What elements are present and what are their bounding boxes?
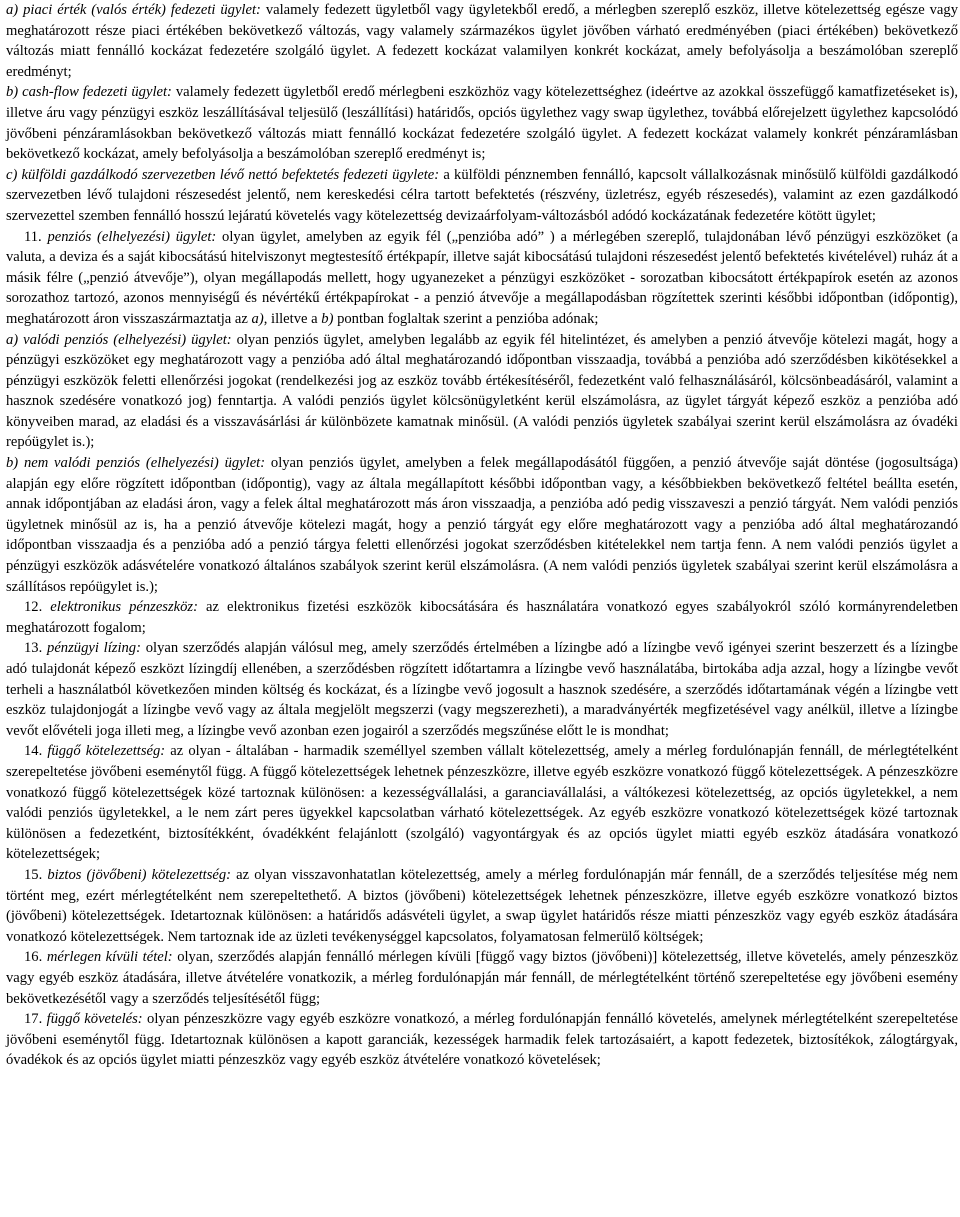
paragraph-text: 17. <box>24 1011 47 1028</box>
paragraph-text: , illetve a <box>263 310 322 327</box>
document-page <box>6 0 958 1071</box>
defined-term: a) valódi penziós (elhelyezési) ügylet: <box>6 331 232 348</box>
defined-term: a) <box>251 310 264 327</box>
paragraph <box>6 947 958 1009</box>
paragraph-text: 11. <box>24 228 48 245</box>
paragraph <box>6 165 958 227</box>
paragraph-text: 13. <box>24 640 48 657</box>
paragraph-text: 12. <box>24 599 51 616</box>
defined-term: b) <box>321 310 334 327</box>
paragraph <box>6 741 958 865</box>
paragraph <box>6 597 958 638</box>
defined-term: b) cash-flow fedezeti ügylet: <box>6 84 172 101</box>
paragraph-text: olyan penziós ügylet, amelyben legalább az egyik fél hitelintézet, és amelyben a penzió átvevője kötelezi magát, hogy a pénzügyi eszközöket egy meghatározott vagy a penzióba adó által meghatározandó időpontban visszaadja, továbbá a penzióba adó szerződésben kikötésekkel a pénzügyi eszközök feletti ellenőrzési jogokat (rendelkezési jog az eszköz tovább értékesítéséről, fedezetként való felhasználásáról, kölcsönbeadásáról, valamint a hasznok szedésére vonatkozó jog) fenntartja. A valódi penziós ügylet kölcsönügyletként kerül elszámolásra, az ügylet tárgyát képező eszköz a penzióba adó könyveiben marad, az eladási és a visszavásárlási ár különbözete kamatnak minősül. (A valódi penziós ügyletek szabályai szerint kerül elszámolásra az óvadéki repóügylet is.); <box>6 331 958 451</box>
paragraph-text: az olyan visszavonhatatlan kötelezettség, amely a mérleg fordulónapján már fennáll, de a szerződés teljesítése még nem történt meg, ezért mérlegtételként nem szerepeltethető. A biztos (jövőbeni) kötelezettségek lehetnek pénzeszközre, illetve egyéb eszközre vonatkozó biztos (jövőbeni) kötelezettségek. Idetartoznak különösen: a határidős adásvételi ügylet, a swap ügylet határidős része miatti pénzeszköz vagy egyéb eszköz átadására vonatkozó kötelezettségek. Nem tartoznak ide az üzleti tevékenységgel kapcsolatos, folyamatosan felmerülő költségek; <box>6 866 958 945</box>
defined-term: a) piaci érték (valós érték) fedezeti ügylet: <box>6 2 261 18</box>
paragraph-text: a külföldi pénznemben fennálló, kapcsolt vállalkozásnak minősülő külföldi gazdálkodó szervezetben lévő tulajdoni részesedést jelentő, nem kereskedési célra tartott befektetés (részvény, üzletrész, egyéb részesedés), valamint az ezen gazdálkodó szervezettel szemben fennálló hosszú lejáratú követelés vagy kötelezettség devizaárfolyam-változásból adódó kockázatának fedezetére kötött ügylet; <box>6 166 959 224</box>
paragraph-text: 16. <box>24 949 47 966</box>
paragraph-text: pontban foglaltak szerint a penzióba adónak; <box>333 310 599 327</box>
paragraph <box>6 227 958 330</box>
paragraph-text: 15. <box>24 866 48 883</box>
defined-term: penziós (elhelyezési) ügylet: <box>47 228 217 245</box>
paragraph-text: olyan penziós ügylet, amelyben a felek megállapodásától függően, a penzió átvevője saját döntése (jogosultsága) alapján egy előre rögzített időpontban (időpontig), vagy az általa megállapított későbbi időpontban vagy, a későbbiekben bekövetkező feltétel beállta esetén, annak időpontjában az eladási áron, vagy a felek által meghatározott más áron visszaadja, a penzióba adó pedig visszaveszi a penzió tárgyát. Nem valódi penziós ügyletnek minősül az is, ha a penzió átvevője kötelezi magát, hogy a penzió tárgyát egy előre meghatározott vagy a penzióba adó által meghatározandó időpontban visszaadja és a penzióba adó a penzió tárgya feletti ellenőrzési jogokat szerződésben kitételekkel nem tartja fenn. A nem valódi penziós ügylet a pénzügyi eszközök adásvételére vonatkozó általános szabályok szerint kerül elszámolásra. (A nem valódi penziós ügyletek szabályai szerint kerül elszámolásra a szállításos repóügylet is.); <box>6 455 959 595</box>
paragraph-text: olyan szerződés alapján válósul meg, amely szerződés értelmében a lízingbe adó a lízingbe vevő igényei szerint beszerzett és a lízingbe adó tulajdonát képező eszközt lízingdíj ellenében, a szerződésben rögzített időtartamra a lízingbe vevő használatába, birtokába adja azzal, hogy a lízingbe vevőt terheli a használatból következően minden költség és kockázat, és a lízingbe vevő jogosult a hasznok szedésére, a szerződés időtartamának végén a lízingbe vett eszköz tulajdonjogát a lízingbe vevő vagy az általa megjelölt megszerzi (vagy megszerezheti), a maradványérték megfizetésével vagy anélkül, illetve a lízingbe vevőt elővételi joga illeti meg, a lízingbe vevő azonban ezen jogairól a szerződés megszűnése előtt le is mondhat; <box>6 640 958 739</box>
paragraph-text: valamely fedezett ügyletből eredő mérlegbeni eszközhöz vagy kötelezettséghez (ideértve az azokkal összefüggő kamatfizetéseket is), illetve áru vagy pénzügyi eszköz leszállításával teljesülő (leszállítási) határidős, opciós ügylethez vagy swap ügylethez, továbbá előrejelzett ügylethez kapcsolódó jövőbeni pénzáramlásokban bekövetkező változás miatt fennálló kockázat fedezetére szolgáló ügylet. A fedezett kockázat valamely konkrét pénzáramlásban bekövetkező kockázat, amely befolyásolja a beszámolóban szereplő eredményt is; <box>6 84 958 163</box>
defined-term: c) külföldi gazdálkodó szervezetben lévő nettó befektetés fedezeti ügylete: <box>6 166 440 183</box>
defined-term: elektronikus pénzeszköz: <box>50 599 198 616</box>
paragraph <box>6 865 958 947</box>
paragraph-text: 14. <box>24 743 48 760</box>
paragraph <box>6 82 958 164</box>
paragraph-text: az olyan - általában - harmadik személlyel szemben vállalt kötelezettség, amely a mérleg fordulónapján fennáll, de mérlegtételként szerepeltetése jövőbeni eseménytől függ. A függő kötelezettségek lehetnek pénzeszközre, illetve egyéb eszközre vonatkozó függő kötelezettségek. A pénzeszközre vonatkozó függő kötelezettségek közé tartoznak különösen: a kezességvállalási, a garanciavállalási, a váltókezesi kötelezettség, az opciós ügyletekkel, a nem valódi penziós ügyletekkel, a le nem zárt peres ügyekkel kapcsolatban várható kötelezettségek. Az egyéb eszközre vonatkozó kötelezettségek közé tartoznak különösen a fedezetként, biztosítékként, óvadékként felajánlott (szolgáló) vagyontárgyak és az opciós ügylet miatti egyéb eszköz átadására vonatkozó kötelezettségek; <box>6 743 959 863</box>
defined-term: b) nem valódi penziós (elhelyezési) ügylet: <box>6 455 266 472</box>
paragraph <box>6 0 958 82</box>
paragraph <box>6 453 958 597</box>
paragraph-text: olyan, szerződés alapján fennálló mérlegen kívüli [függő vagy biztos (jövőbeni)] kötelezettség, illetve követelés, amely pénzeszköz vagy egyéb eszköz átadására, illetve átvételére vonatkozik, a mérleg fordulónapján már fennáll, de mérlegtételként történő szerepeltetése egy jövőbeni esemény bekövetkezésétől vagy a szerződés teljesítésétől függ; <box>6 949 958 1007</box>
defined-term: biztos (jövőbeni) kötelezettség: <box>47 866 232 883</box>
paragraph <box>6 638 958 741</box>
paragraph-text: az elektronikus fizetési eszközök kibocsátására és használatára vonatkozó egyes szabályokról szóló kormányrendeletben meghatározott fogalom; <box>6 599 958 636</box>
defined-term: függő követelés: <box>46 1011 143 1028</box>
paragraph-text: olyan pénzeszközre vagy egyéb eszközre vonatkozó, a mérleg fordulónapján fennálló követelés, amelynek mérlegtételként szerepeltetése jövőbeni eseménytől függ. Idetartoznak különösen a kapott garanciák, kezességek harmadik felek tartozásaiért, a kapott fedezetek, biztosítékok, zálogtárgyak, óvadékok és az opciós ügylet miatti pénzeszköz vagy egyéb eszköz átvételére vonatkozó követelések; <box>6 1011 958 1069</box>
paragraph <box>6 1009 958 1071</box>
defined-term: mérlegen kívüli tétel: <box>46 949 173 966</box>
paragraph <box>6 330 958 454</box>
paragraph-text: valamely fedezett ügyletből vagy ügyletekből eredő, a mérlegben szereplő eszköz, illetve kötelezettség egésze vagy meghatározott része piaci értékében bekövetkező változás, vagy valamely származékos ügylet jövőben várható eredményében (piaci értékében) bekövetkező változás miatt fennálló kockázat fedezetére szolgáló ügylet. A fedezett kockázat valamilyen konkrét kockázat, amely befolyásolja a beszámolóban szereplő eredményt; <box>6 2 958 80</box>
paragraph-text: olyan ügylet, amelyben az egyik fél („penzióba adó” ) a mérlegében szereplő, tulajdonában lévő pénzügyi eszközöket (a valuta, a deviza és a saját kibocsátású hitelviszonyt megtestesítő értékpapír, illetve saját kibocsátású tulajdoni részesedést jelentő befektetés kivételével) ruház át a másik félre („penzió átvevője”), olyan megállapodás mellett, hogy ugyanezeket a pénzügyi eszközöket - sorozatban kibocsátott értékpapírok esetén az azonos sorozathoz tartozó, azonos mennyiségű és névértékű értékpapírokat - a penzió átvevője a megállapodásban rögzítettek szerinti későbbi időpontban (időpontig), meghatározott áron visszaszármaztatja az <box>6 228 958 327</box>
defined-term: függő kötelezettség: <box>47 743 166 760</box>
defined-term: pénzügyi lízing: <box>47 640 141 657</box>
